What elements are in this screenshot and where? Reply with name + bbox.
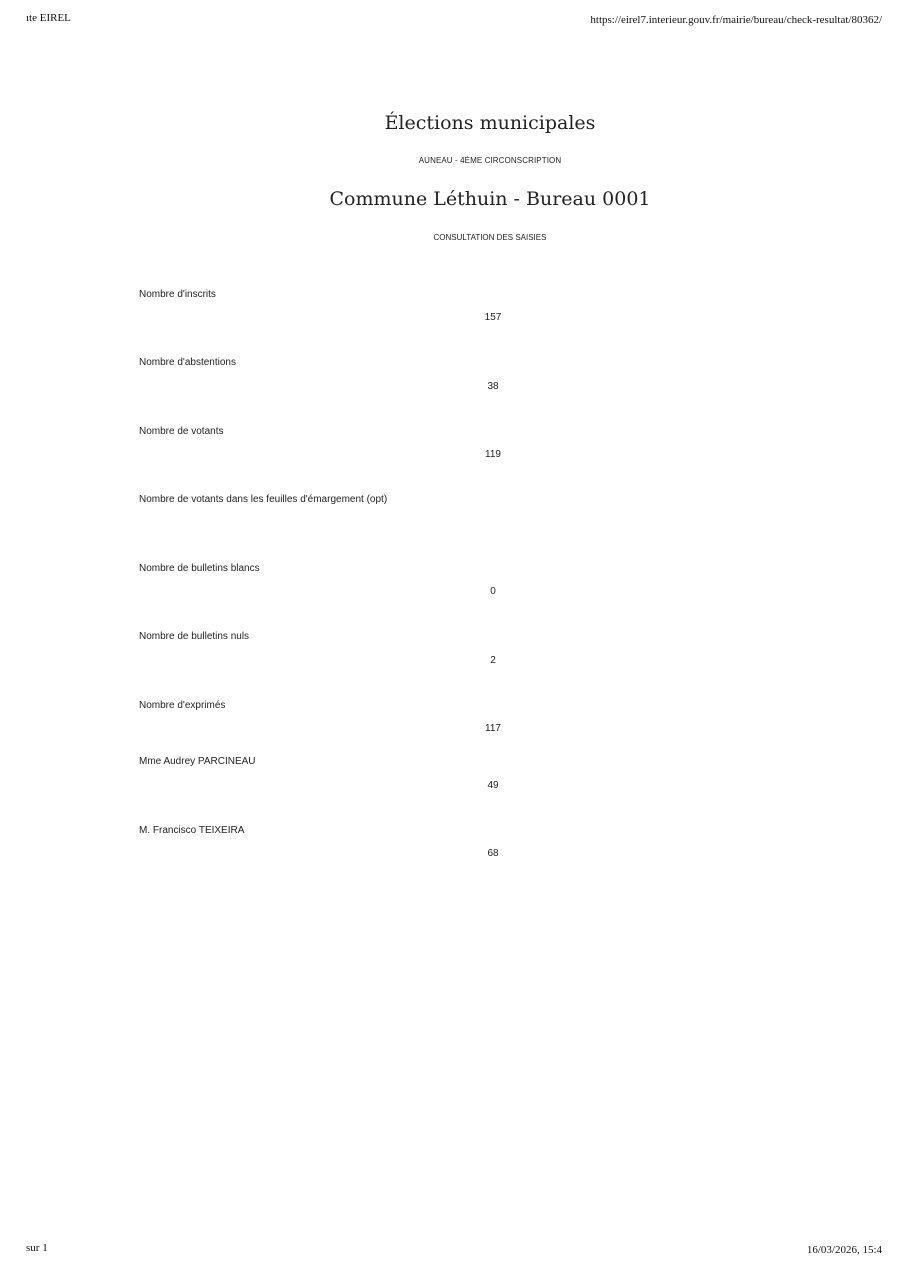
field-label-votants-emargement: Nombre de votants dans les feuilles d'émargement (opt) [139,494,388,505]
field-value-bulletins-nuls: 2 [490,655,496,666]
section-label: CONSULTATION DES SAISIES [433,233,547,242]
field-value-abstentions: 38 [487,381,499,392]
field-value-candidate-parcineau: 49 [487,780,499,791]
field-value-candidate-teixeira: 68 [487,848,499,859]
commune-bureau-title: Commune Léthuin - Bureau 0001 [329,188,651,210]
page-title: Élections municipales [384,112,596,134]
field-label-abstentions: Nombre d'abstentions [139,357,236,368]
field-value-votants: 119 [485,449,501,460]
field-value-inscrits: 157 [484,312,502,323]
field-label-inscrits: Nombre d'inscrits [139,289,216,300]
field-label-bulletins-nuls: Nombre de bulletins nuls [139,631,250,642]
field-label-candidate-parcineau: Mme Audrey PARCINEAU [139,756,256,767]
browser-footer-datetime: 16/03/2026, 15:4 [806,1244,882,1256]
field-value-bulletins-blancs: 0 [490,586,496,597]
field-label-candidate-teixeira: M. Francisco TEIXEIRA [139,825,245,836]
circonscription-label: AUNEAU - 4ÈME CIRCONSCRIPTION [418,156,562,165]
browser-footer-page: sur 1 [26,1242,48,1254]
browser-header-url: https://eirel7.interieur.gouv.fr/mairie/bureau/check-resultat/80362/ [590,14,882,26]
browser-header-title: ıte EIREL [26,12,71,24]
field-label-bulletins-blancs: Nombre de bulletins blancs [139,563,260,574]
field-value-exprimes: 117 [485,723,501,734]
field-label-votants: Nombre de votants [139,426,224,437]
field-label-exprimes: Nombre d'exprimés [139,700,226,711]
